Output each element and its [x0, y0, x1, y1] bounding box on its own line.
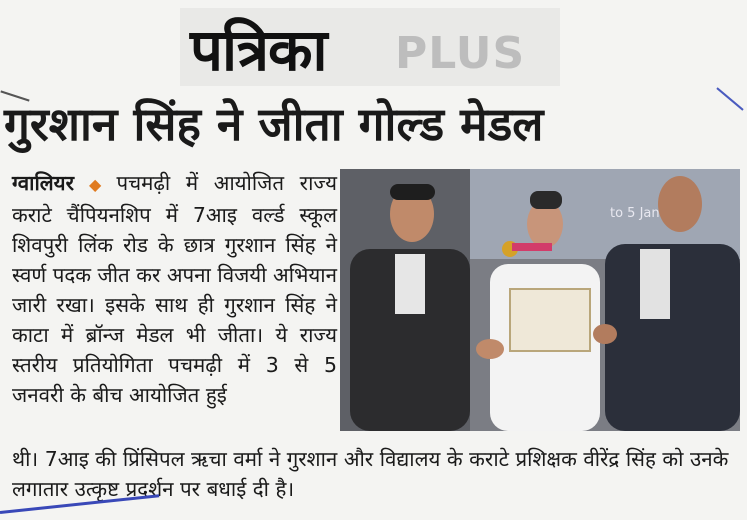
- masthead: [180, 8, 560, 86]
- dateline: ग्वालियर: [12, 171, 74, 195]
- photo-illustration: [340, 169, 740, 431]
- news-photo: [340, 169, 740, 431]
- article-paragraph: पचमढ़ी में आयोजित राज्य कराटे चैंपियनशिप में 7आइ वर्ल्ड स्कूल शिवपुरी लिंक रोड के छात्र गुरशान सिंह ने स्वर्ण पदक जीत कर अपना विजयी अभियान जारी रखा। इसके साथ ही गुरशान सिंह ने काटा में ब्रॉन्ज मेडल भी जीता। ये राज्य स्तरीय प्रतियोगिता पचमढ़ी में 3 से 5 जनवरी के बीच आयोजित हुई: [12, 171, 337, 407]
- masthead-plus: PLUS: [395, 28, 526, 79]
- headline: गुरशान सिंह ने जीता गोल्ड मेडल: [4, 97, 544, 151]
- diamond-icon: ◆: [79, 175, 111, 194]
- masthead-title: पत्रिका: [190, 16, 327, 84]
- article-continued: थी। 7आइ की प्रिंसिपल ऋचा वर्मा ने गुरशान और विद्यालय के कराटे प्रशिक्षक वीरेंद्र सिंह को उनके लगातार उत्कृष्ट प्रदर्शन पर बधाई दी है।: [12, 447, 729, 501]
- article-body: [12, 168, 337, 410]
- photo-banner-text: to 5 Jan: [610, 206, 660, 221]
